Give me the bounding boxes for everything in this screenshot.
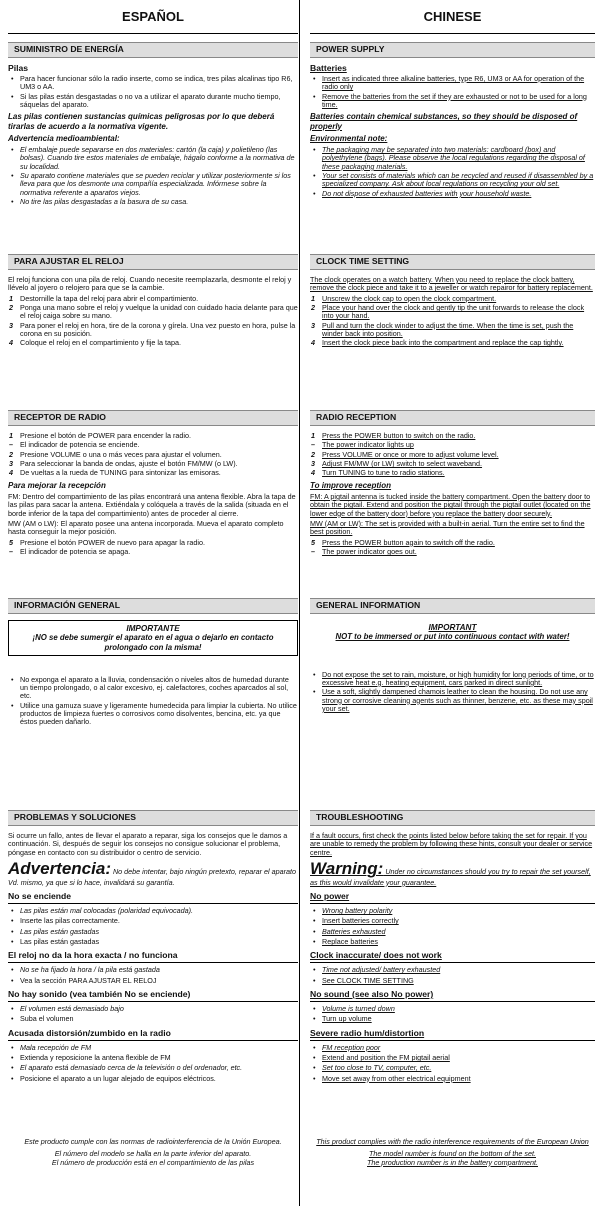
solution-item: • Move set away from other electrical equipment xyxy=(310,1075,595,1083)
step-text: Destornille la tapa del reloj para abrir el compartimiento. xyxy=(20,293,199,303)
step-item xyxy=(310,469,595,477)
step-number: 4 xyxy=(311,338,315,348)
radio-section xyxy=(310,410,595,558)
section-title: POWER SUPPLY xyxy=(310,42,595,58)
list-item: • Remove the batteries from the set if they are exhausted or not to be used for a long time. xyxy=(310,93,595,110)
step-item xyxy=(8,432,298,440)
warning-word: Advertencia: xyxy=(8,859,111,878)
solution-item: • Extienda y reposicione la antena flexible de FM xyxy=(8,1054,298,1062)
step-text: Press the POWER button to switch on the radio. xyxy=(322,430,476,440)
cause-item: • Batteries exhausted xyxy=(310,928,595,936)
step-number: – xyxy=(311,547,315,557)
chemical-warning: Batteries contain chemical substances, so they should be disposed of properly xyxy=(310,112,578,131)
footer-line: El número del modelo se halla en la parte inferior del aparato. xyxy=(54,1149,252,1159)
section-title: TROUBLESHOOTING xyxy=(310,810,595,826)
step-number: 3 xyxy=(9,459,13,468)
step-number: 4 xyxy=(9,338,13,348)
trouble-group-title: El reloj no da la hora exacta / no funciona xyxy=(8,951,298,963)
cause-item: • No se ha fijado la hora / la pila está gastada xyxy=(8,966,298,974)
section-title: SUMINISTRO DE ENERGÍA xyxy=(8,42,298,58)
fm-text: FM: A pigtail antenna is tucked inside the battery compartment. Open the battery door to obtain the pigtail. Extend and position the pigtail through the pigtail outlet (located on the lower edge of the battery door) before you replace the battery door securely. xyxy=(310,491,591,518)
step-number: 1 xyxy=(9,430,13,440)
clock-section xyxy=(310,254,595,350)
step-item xyxy=(310,548,595,556)
radio-section xyxy=(8,410,298,558)
trouble-section xyxy=(310,810,595,1085)
step-item xyxy=(310,322,595,339)
cause-item: • Time not adjusted/ battery exhausted xyxy=(310,966,595,974)
step-item xyxy=(8,441,298,449)
section-title: RECEPTOR DE RADIO xyxy=(8,410,298,426)
chemical-warning: Las pilas contienen sustancias químicas peligrosas por lo que deberá tirarlas de acuerdo a la normativa vigente. xyxy=(8,112,275,131)
step-number: – xyxy=(9,547,13,557)
list-item: • Para hacer funcionar sólo la radio inserte, como se indica, tres pilas alcalinas tipo R6, UM3 o AA. xyxy=(8,75,298,92)
step-text: Adjust FM/MW (or LW) switch to select waveband. xyxy=(322,459,483,468)
step-item xyxy=(310,441,595,449)
trouble-intro: Si ocurre un fallo, antes de llevar el aparato a reparar, siga los consejos que le damos a continuación. Si, después de seguir los consejos no consigue solucionar el problema, póngase en contacto con su distribuidor o centro de servicio. xyxy=(8,830,288,857)
cause-item: • Set too close to TV, computer, etc. xyxy=(310,1064,595,1072)
trouble-group-title: Clock inaccurate/ does not work xyxy=(310,951,595,963)
list-item: • Si las pilas están desgastadas o no va a utilizar el aparato durante mucho tiempo, sáquelas del aparato. xyxy=(8,93,298,110)
solution-item: • Turn up volume xyxy=(310,1015,595,1023)
list-item: • Your set consists of materials which can be recycled and reused if disassembled by a specialized company. Ask about local regulations on recycling your old set. xyxy=(310,172,595,189)
step-text: Coloque el reloj en el compartimiento y fije la tapa. xyxy=(20,338,182,348)
list-item: • Do not dispose of exhausted batteries with your household waste. xyxy=(310,190,595,198)
section-title: RADIO RECEPTION xyxy=(310,410,595,426)
step-item xyxy=(8,451,298,459)
cause-item: • FM reception poor xyxy=(310,1044,595,1052)
important-box xyxy=(8,620,298,656)
step-text: The power indicator goes out. xyxy=(322,547,417,557)
cause-item: • El aparato está demasiado cerca de la televisión o del ordenador, etc. xyxy=(8,1064,298,1072)
footer-notes xyxy=(8,1138,298,1171)
step-item xyxy=(310,295,595,303)
step-number: 1 xyxy=(9,293,13,303)
batteries-title: Pilas xyxy=(8,62,29,73)
important-title: IMPORTANT xyxy=(428,622,477,632)
trouble-group-title: No sound (see also No power) xyxy=(310,990,595,1002)
step-item xyxy=(310,339,595,347)
trouble-section xyxy=(8,810,298,1085)
important-text: NOT to be immersed or put into continuous contact with water! xyxy=(335,632,570,642)
step-number: 4 xyxy=(9,468,13,478)
step-item xyxy=(8,322,298,339)
step-number: 3 xyxy=(9,320,13,330)
step-text: Presione el botón POWER de nuevo para apagar la radio. xyxy=(20,537,205,547)
step-text: Presione el botón de POWER para encender la radio. xyxy=(20,430,192,440)
section-title: PROBLEMAS Y SOLUCIONES xyxy=(8,810,298,826)
solution-item: • Suba el volumen xyxy=(8,1015,298,1023)
fm-text: FM: Dentro del compartimiento de las pilas encontrará una antena flexible. Abra la tapa de las pilas para sacar la antena. Extiéndala y colóquela a través de la salida (situada en el borde inferior de la tapa del compartimiento) antes de proceder al cierre. xyxy=(8,491,296,518)
footer-line: The production number is in the battery compartment. xyxy=(367,1157,538,1167)
general-section xyxy=(8,598,298,729)
step-number: 1 xyxy=(311,430,315,440)
power-section xyxy=(310,42,595,200)
important-text: ¡NO se debe sumergir el aparato en el agua o dejarlo en contacto prolongado con la misma! xyxy=(32,633,274,652)
step-item xyxy=(310,460,595,468)
cause-item: • Las pilas están mal colocadas (polaridad equivocada). xyxy=(8,907,298,915)
solution-item: • Posicione el aparato a un lugar alejado de equipos eléctricos. xyxy=(8,1075,298,1083)
step-text: Place your hand over the clock and gently tip the unit forwards to release the clock into your hand. xyxy=(322,303,585,321)
clock-intro: El reloj funciona con una pila de reloj. Cuando necesite reemplazarla, desmonte el reloj y llévelo al joyero o relojero para que se la cambie. xyxy=(8,274,292,293)
list-item: • Insert as indicated three alkaline batteries, type R6, UM3 or AA for operation of the radio only xyxy=(310,75,595,92)
section-title: GENERAL INFORMATION xyxy=(310,598,595,614)
general-section xyxy=(310,598,595,715)
warning-text: Under no circumstances should you try to repair the set yourself, as this would invalidate your guarantee. xyxy=(310,867,591,887)
step-text: Ponga una mano sobre el reloj y vuelque la unidad con cuidado hacia delante para que el reloj caiga sobre su mano. xyxy=(20,303,298,321)
step-number: 2 xyxy=(9,303,13,312)
solution-item: • See CLOCK TIME SETTING xyxy=(310,977,595,985)
step-text: De vueltas a la rueda de TUNING para sintonizar las emisoras. xyxy=(20,468,221,478)
footer-notes xyxy=(310,1138,595,1171)
step-item xyxy=(8,469,298,477)
list-item: • Do not expose the set to rain, moisture, or high humidity for long periods of time, or to excessive heat e.g. heating equipment, cars parked in direct sunlight. xyxy=(310,671,595,688)
step-number: – xyxy=(311,440,315,450)
solution-item: • Inserte las pilas correctamente. xyxy=(8,917,298,925)
trouble-group-title: Severe radio hum/distortion xyxy=(310,1029,595,1041)
warning-line xyxy=(8,859,298,887)
footer-line: El número de producción está en el compartimiento de las pilas xyxy=(51,1157,255,1167)
step-number: 2 xyxy=(311,449,315,459)
step-item xyxy=(310,304,595,321)
step-text: Press VOLUME or once or more to adjust volume level. xyxy=(322,449,499,459)
solution-item: • Vea la sección PARA AJUSTAR EL RELOJ xyxy=(8,977,298,985)
section-title: INFORMACIÓN GENERAL xyxy=(8,598,298,614)
step-number: 3 xyxy=(311,459,315,468)
step-number: 4 xyxy=(311,468,315,478)
list-item: • No exponga el aparato a la lluvia, condensación o niveles altos de humedad durante un tiempo prolongado, o al calor excesivo, ej. calefactores, coches aparcados al sol, etc. xyxy=(8,676,298,701)
improve-title: Para mejorar la recepción xyxy=(8,480,106,490)
cause-item: • Wrong battery polarity xyxy=(310,907,595,915)
step-item xyxy=(8,539,298,547)
step-number: 1 xyxy=(311,293,315,303)
step-text: Presione VOLUME o una o más veces para ajustar el volumen. xyxy=(20,449,222,459)
cause-item: • Las pilas están gastadas xyxy=(8,928,298,936)
step-text: Unscrew the clock cap to open the clock compartment. xyxy=(322,293,497,303)
solution-item: • Replace batteries xyxy=(310,938,595,946)
step-text: El indicador de potencia se apaga. xyxy=(20,547,131,557)
chinese-column xyxy=(310,0,595,1167)
column-divider xyxy=(299,0,300,1206)
warning-text: No debe intentar, bajo ningún pretexto, reparar el aparato Vd. mismo, ya que si lo hace, invalidará su garantía. xyxy=(8,867,296,887)
mw-text: MW (AM or LW): The set is provided with a built-in aerial. Turn the entire set to find the best position. xyxy=(310,518,585,537)
step-text: Turn TUNING to tune to radio stations. xyxy=(322,468,445,478)
list-item: • No tire las pilas desgastadas a la basura de su casa. xyxy=(8,198,298,206)
solution-item: • Las pilas están gastadas xyxy=(8,938,298,946)
step-item xyxy=(8,304,298,321)
step-item xyxy=(8,548,298,556)
step-item xyxy=(8,339,298,347)
trouble-group-title: Acusada distorsión/zumbido en la radio xyxy=(8,1029,298,1041)
clock-section xyxy=(8,254,298,350)
column-header-chinese: CHINESE xyxy=(310,0,595,34)
cause-item: • Mala recepción de FM xyxy=(8,1044,298,1052)
list-item: • Use a soft, slightly dampened chamois leather to clean the housing. Do not use any strong or corrosive cleaning agents such as thinner, benzene, etc. as these may spoil your set. xyxy=(310,688,595,713)
column-header-spanish: ESPAÑOL xyxy=(8,0,298,34)
section-title: CLOCK TIME SETTING xyxy=(310,254,595,270)
mw-text: MW (AM o LW): El aparato posee una antena incorporada. Mueva el aparato completo hasta conseguir la mejor posición. xyxy=(8,518,284,537)
step-text: El indicador de potencia se enciende. xyxy=(20,440,140,450)
warning-word: Warning: xyxy=(310,859,384,878)
step-text: Para poner el reloj en hora, tire de la corona y gírela. Una vez puesto en hora, pulse la corona en su posición. xyxy=(20,320,296,339)
step-number: 2 xyxy=(9,449,13,459)
spanish-column xyxy=(8,0,298,1167)
step-number: 2 xyxy=(311,303,315,312)
important-box xyxy=(310,620,595,645)
important-title: IMPORTANTE xyxy=(126,623,180,633)
step-item xyxy=(310,432,595,440)
step-item xyxy=(8,295,298,303)
solution-item: • Insert batteries correctly xyxy=(310,917,595,925)
step-text: Para seleccionar la banda de ondas, ajuste el botón FM/MW (o LW). xyxy=(20,459,238,468)
list-item: • El embalaje puede separarse en dos materiales: cartón (la caja) y polietileno (las bolsas). Cuando tire estos materiales de embalaje, hágalo conforme a la normativa de su localidad. xyxy=(8,146,298,171)
step-item xyxy=(310,539,595,547)
trouble-group-title: No se enciende xyxy=(8,892,298,904)
step-item xyxy=(8,460,298,468)
warning-line xyxy=(310,859,595,887)
step-text: The power indicator lights up xyxy=(322,440,414,450)
cause-item: • El volumen está demasiado bajo xyxy=(8,1005,298,1013)
step-number: 5 xyxy=(9,537,13,547)
cause-item: • Volume is turned down xyxy=(310,1005,595,1013)
clock-intro: The clock operates on a watch battery. When you need to replace the clock battery, remove the clock piece and take it to a jeweller or watch repairor for battery replacement. xyxy=(310,274,593,293)
footer-line: This product complies with the radio interference requirements of the European Union xyxy=(316,1137,589,1146)
list-item: • Su aparato contiene materiales que se pueden reciclar y utilizar posteriormente si los lleva para que los desmonte una compañía especializada. Infórmese sobre la normativa referente a aparatos viejos. xyxy=(8,172,298,197)
step-text: Insert the clock piece back into the compartment and replace the cap tightly. xyxy=(322,338,564,348)
step-item xyxy=(310,451,595,459)
footer-line: The model number is found on the bottom of the set. xyxy=(368,1149,536,1159)
trouble-group-title: No power xyxy=(310,892,595,904)
environment-title: Advertencia medioambiental: xyxy=(8,133,120,143)
environment-title: Environmental note: xyxy=(310,133,388,143)
section-title: PARA AJUSTAR EL RELOJ xyxy=(8,254,298,270)
solution-item: • Extend and position the FM pigtail aerial xyxy=(310,1054,595,1062)
list-item: • Utilice una gamuza suave y ligeramente humedecida para limpiar la cubierta. No utilice productos de limpieza fuertes o corrosivos como disolventes, bencina, etc. ya que éstos pueden dañarlo. xyxy=(8,702,298,727)
step-text: Press the POWER button again to switch off the radio. xyxy=(322,537,495,547)
list-item: • The packaging may be separated into two materials: cardboard (box) and polyethylene (bags). Please observe the local regulations regarding the disposal of these packaging materials. xyxy=(310,146,595,171)
trouble-group-title: No hay sonido (vea también No se enciende) xyxy=(8,990,298,1002)
step-number: 5 xyxy=(311,537,315,547)
batteries-title: Batteries xyxy=(310,62,347,73)
step-number: – xyxy=(9,440,13,450)
step-text: Pull and turn the clock winder to adjust the time. When the time is set, push the winder back into position. xyxy=(322,320,574,339)
footer-line: Este producto cumple con las normas de radiointerferencia de la Unión Europea. xyxy=(24,1137,282,1146)
trouble-intro: If a fault occurs, first check the points listed below before taking the set for repair. If you are unable to remedy the problem by following these hints, consult your dealer or service centre. xyxy=(310,830,593,857)
improve-title: To improve reception xyxy=(310,480,392,490)
step-number: 3 xyxy=(311,320,315,330)
power-section xyxy=(8,42,298,209)
